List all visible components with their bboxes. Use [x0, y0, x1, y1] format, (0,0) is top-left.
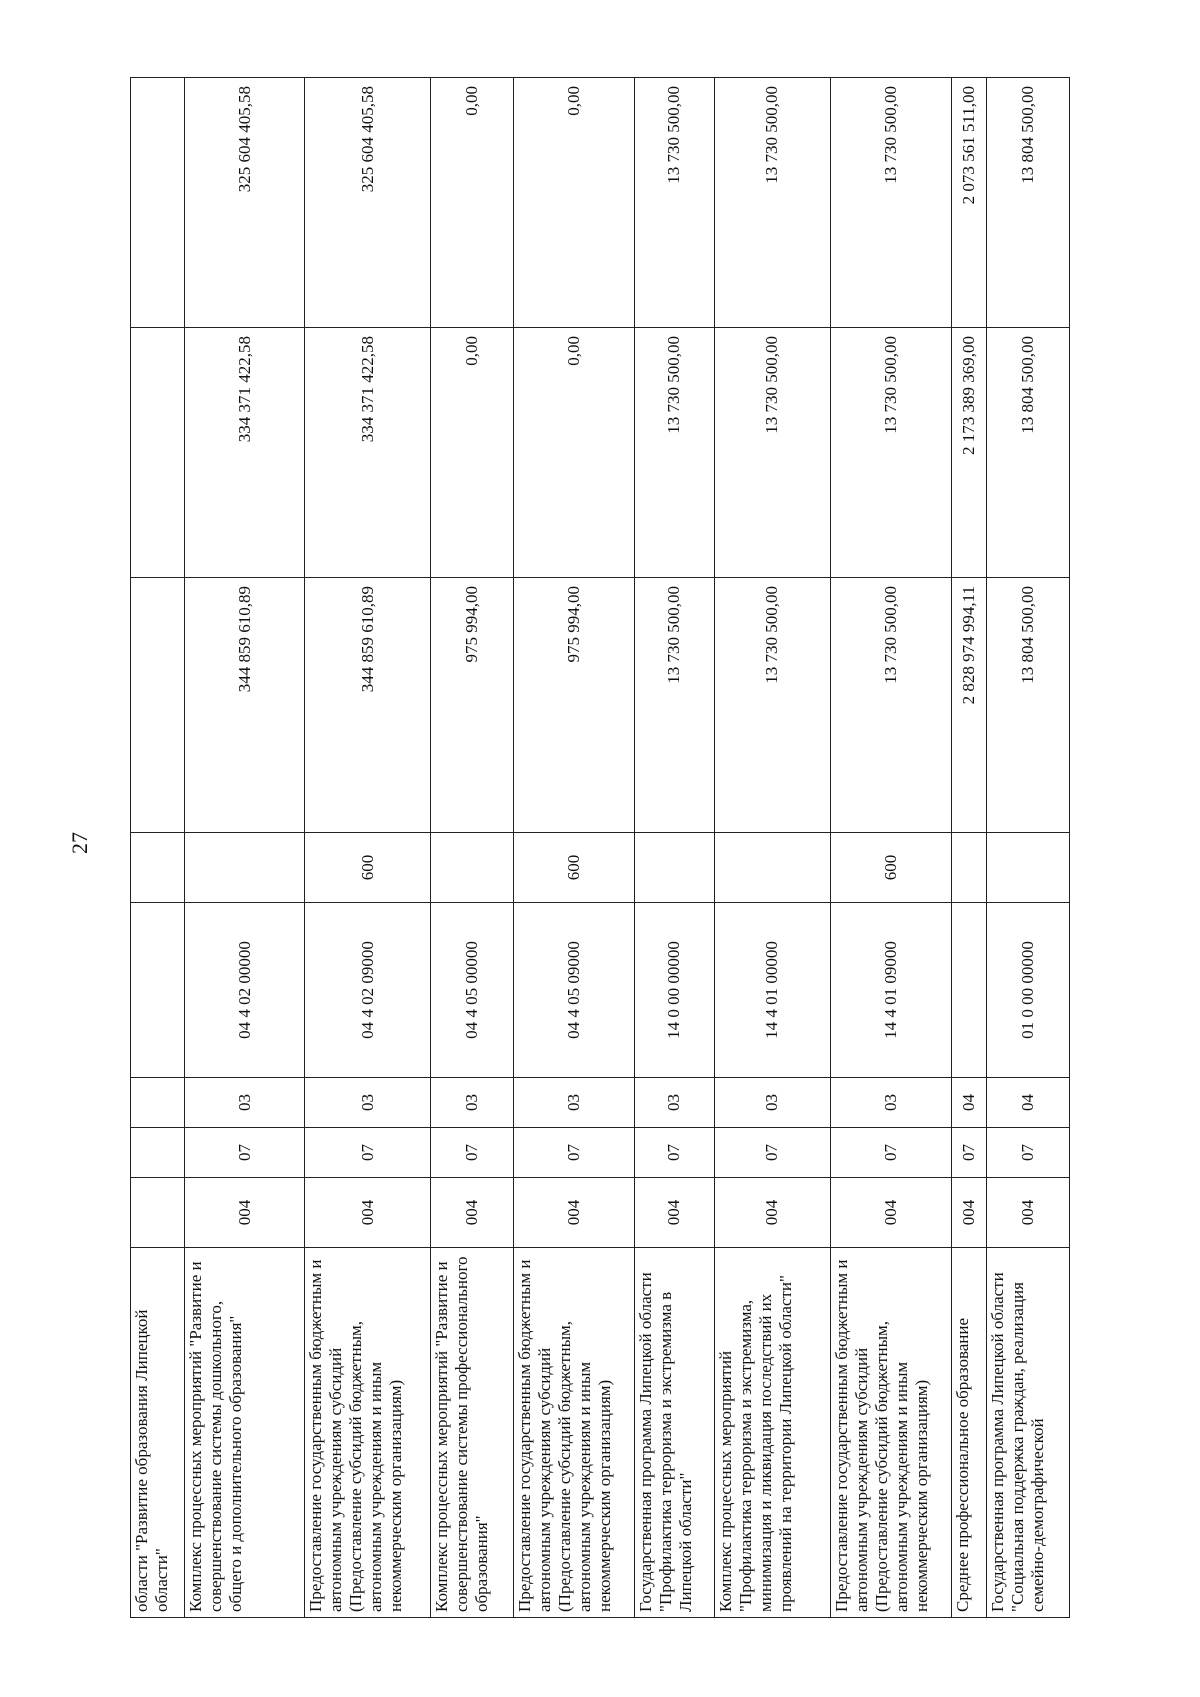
subsection-code-cell: 03 — [184, 1078, 305, 1128]
table-row — [715, 78, 831, 1618]
row-name-cell: Среднее профессиональное образование — [952, 1248, 987, 1618]
row-name-cell: Предоставление государственным бюджетным и автономным учреждениям субсидий (Предоставление субсидий бюджетным, автономным учреждениям и иным некоммерческим организациям) — [305, 1248, 431, 1618]
amount-year-2-cell — [131, 328, 185, 578]
amount-year-2-cell: 13 730 500,00 — [634, 328, 714, 578]
expense-type-cell: 600 — [305, 833, 431, 903]
ministry-code-cell: 004 — [305, 1178, 431, 1248]
subsection-code-cell: 04 — [952, 1078, 987, 1128]
row-name-cell: Предоставление государственным бюджетным и автономным учреждениям субсидий (Предоставление субсидий бюджетным, автономным учреждениям и иным некоммерческим организациям) — [513, 1248, 634, 1618]
row-name-cell: Предоставление государственным бюджетным и автономным учреждениям субсидий (Предоставление субсидий бюджетным, автономным учреждениям и иным некоммерческим организациям) — [830, 1248, 952, 1618]
subsection-code-cell: 03 — [634, 1078, 714, 1128]
ministry-code-cell: 004 — [830, 1178, 952, 1248]
ministry-code-cell — [131, 1178, 185, 1248]
target-article-cell — [952, 903, 987, 1078]
amount-year-3-cell: 13 730 500,00 — [634, 78, 714, 328]
amount-year-1-cell: 2 828 974 994,11 — [952, 578, 987, 833]
table-row — [184, 78, 305, 1618]
row-name-cell: Государственная программа Липецкой области "Профилактика терроризма и экстремизма в Липецкой области" — [634, 1248, 714, 1618]
table-row — [305, 78, 431, 1618]
target-article-cell — [131, 903, 185, 1078]
section-code-cell: 07 — [830, 1128, 952, 1178]
amount-year-3-cell: 13 804 500,00 — [987, 78, 1070, 328]
expense-type-cell: 600 — [830, 833, 952, 903]
table-row — [513, 78, 634, 1618]
row-name-cell: Комплекс процессных мероприятий "Развитие и совершенствование системы профессионального образования" — [431, 1248, 514, 1618]
table-row — [634, 78, 714, 1618]
row-name-cell: Комплекс процессных мероприятий "Развитие и совершенствование системы дошкольного, общего и дополнительного образования" — [184, 1248, 305, 1618]
expense-type-cell — [987, 833, 1070, 903]
amount-year-2-cell: 13 804 500,00 — [987, 328, 1070, 578]
expense-type-cell — [715, 833, 831, 903]
target-article-cell: 14 0 00 00000 — [634, 903, 714, 1078]
table-row — [131, 78, 185, 1618]
row-name-cell: Государственная программа Липецкой области "Социальная поддержка граждан, реализация семейно-демографической — [987, 1248, 1070, 1618]
amount-year-2-cell: 0,00 — [513, 328, 634, 578]
table-row — [952, 78, 987, 1618]
amount-year-1-cell: 975 994,00 — [513, 578, 634, 833]
page-number: 27 — [67, 832, 92, 854]
expense-type-cell: 600 — [513, 833, 634, 903]
amount-year-3-cell — [131, 78, 185, 328]
ministry-code-cell: 004 — [715, 1178, 831, 1248]
ministry-code-cell: 004 — [431, 1178, 514, 1248]
amount-year-1-cell: 13 730 500,00 — [830, 578, 952, 833]
row-name-cell: Комплекс процессных мероприятий "Профилактика терроризма и экстремизма, минимизация и ликвидация последствий их проявлений на территории Липецкой области" — [715, 1248, 831, 1618]
amount-year-1-cell — [131, 578, 185, 833]
section-code-cell: 07 — [634, 1128, 714, 1178]
target-article-cell: 04 4 05 00000 — [431, 903, 514, 1078]
subsection-code-cell — [131, 1078, 185, 1128]
amount-year-3-cell: 325 604 405,58 — [305, 78, 431, 328]
amount-year-1-cell: 13 804 500,00 — [987, 578, 1070, 833]
amount-year-3-cell: 0,00 — [513, 78, 634, 328]
table-row — [830, 78, 952, 1618]
amount-year-3-cell: 13 730 500,00 — [715, 78, 831, 328]
amount-year-1-cell: 344 859 610,89 — [184, 578, 305, 833]
expense-type-cell — [184, 833, 305, 903]
section-code-cell: 07 — [987, 1128, 1070, 1178]
amount-year-1-cell: 13 730 500,00 — [634, 578, 714, 833]
amount-year-3-cell: 325 604 405,58 — [184, 78, 305, 328]
ministry-code-cell: 004 — [513, 1178, 634, 1248]
ministry-code-cell: 004 — [184, 1178, 305, 1248]
amount-year-1-cell: 13 730 500,00 — [715, 578, 831, 833]
target-article-cell: 01 0 00 00000 — [987, 903, 1070, 1078]
rotated-table-wrapper — [130, 78, 1070, 1618]
amount-year-3-cell: 2 073 561 511,00 — [952, 78, 987, 328]
subsection-code-cell: 03 — [715, 1078, 831, 1128]
ministry-code-cell: 004 — [987, 1178, 1070, 1248]
amount-year-2-cell: 13 730 500,00 — [715, 328, 831, 578]
budget-table — [130, 77, 1070, 1618]
target-article-cell: 04 4 02 09000 — [305, 903, 431, 1078]
amount-year-2-cell: 2 173 389 369,00 — [952, 328, 987, 578]
section-code-cell — [131, 1128, 185, 1178]
section-code-cell: 07 — [952, 1128, 987, 1178]
ministry-code-cell: 004 — [634, 1178, 714, 1248]
subsection-code-cell: 03 — [830, 1078, 952, 1128]
row-name-cell: области "Развитие образования Липецкой области" — [131, 1248, 185, 1618]
subsection-code-cell: 03 — [431, 1078, 514, 1128]
target-article-cell: 04 4 02 00000 — [184, 903, 305, 1078]
amount-year-3-cell: 0,00 — [431, 78, 514, 328]
target-article-cell: 14 4 01 09000 — [830, 903, 952, 1078]
amount-year-2-cell: 13 730 500,00 — [830, 328, 952, 578]
expense-type-cell — [952, 833, 987, 903]
target-article-cell: 14 4 01 00000 — [715, 903, 831, 1078]
subsection-code-cell: 03 — [305, 1078, 431, 1128]
expense-type-cell — [131, 833, 185, 903]
amount-year-2-cell: 334 371 422,58 — [305, 328, 431, 578]
amount-year-1-cell: 344 859 610,89 — [305, 578, 431, 833]
subsection-code-cell: 04 — [987, 1078, 1070, 1128]
amount-year-3-cell: 13 730 500,00 — [830, 78, 952, 328]
amount-year-2-cell: 0,00 — [431, 328, 514, 578]
section-code-cell: 07 — [184, 1128, 305, 1178]
subsection-code-cell: 03 — [513, 1078, 634, 1128]
amount-year-1-cell: 975 994,00 — [431, 578, 514, 833]
table-row — [431, 78, 514, 1618]
expense-type-cell — [431, 833, 514, 903]
section-code-cell: 07 — [513, 1128, 634, 1178]
target-article-cell: 04 4 05 09000 — [513, 903, 634, 1078]
table-row — [987, 78, 1070, 1618]
ministry-code-cell: 004 — [952, 1178, 987, 1248]
section-code-cell: 07 — [715, 1128, 831, 1178]
section-code-cell: 07 — [431, 1128, 514, 1178]
amount-year-2-cell: 334 371 422,58 — [184, 328, 305, 578]
section-code-cell: 07 — [305, 1128, 431, 1178]
expense-type-cell — [634, 833, 714, 903]
budget-table-body — [131, 78, 1070, 1618]
